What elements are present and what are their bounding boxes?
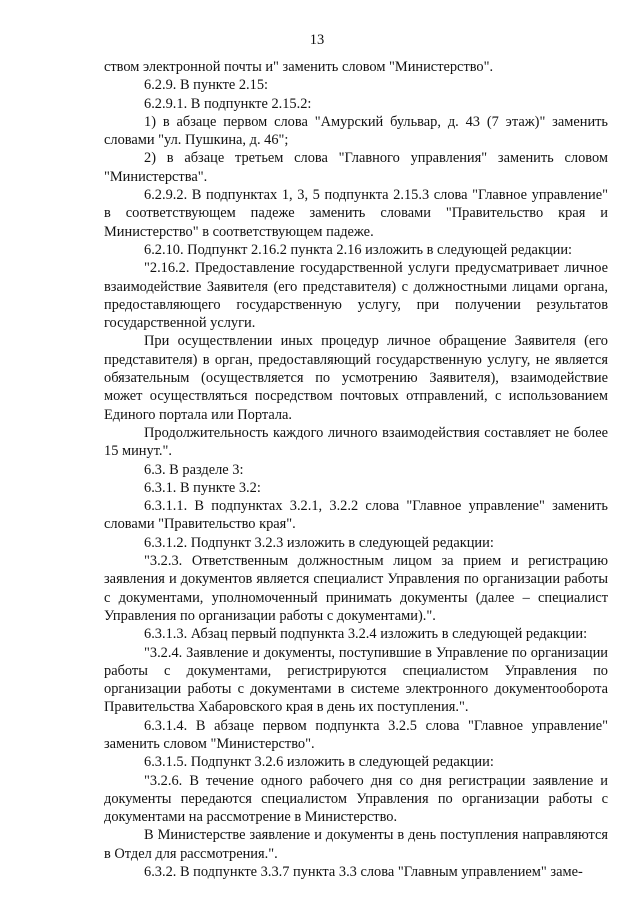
paragraph: 6.3. В разделе 3: [144,461,244,478]
paragraph: 6.2.10. Подпункт 2.16.2 пункта 2.16 изложить в следующей редакции: [144,241,573,258]
page-number: 13 [309,32,325,48]
paragraph: 6.2.9. В пункте 2.15: [144,77,269,94]
paragraph: 6.3.2. В подпункте 3.3.7 пункта 3.3 слова "Главным управлением" заме- [144,864,583,881]
paragraph: 6.2.9.2. В подпунктах 1, 3, 5 подпункта 2.15.3 слова "Главное управление" в соответствующем падеже заменить словами "Правительство края и Министерство" в соответствующем падеже. [104,187,608,240]
paragraph: Продолжительность каждого личного взаимодействия составляет не более 15 минут.". [104,424,608,460]
document-body [104,58,608,881]
paragraph: 6.3.1. В пункте 3.2: [144,479,261,496]
paragraph: "2.16.2. Предоставление государственной услуги предусматривает личное взаимодействие Заявителя (его представителя) с должностными лицами органа, предоставляющего государственную услугу, при получении результатов государственной услуги. [104,260,608,332]
paragraph: 6.2.9.1. В подпункте 2.15.2: [144,95,312,112]
paragraph: "3.2.3. Ответственным должностным лицом за прием и регистрацию заявления и документов является специалист Управления по организации работы с документами, уполномоченный принимать документы (далее – специалист Управления по организации работы с документами).". [104,553,608,624]
paragraph: В Министерстве заявление и документы в день поступления направляются в Отдел для рассмотрения.". [104,827,608,862]
paragraph: "3.2.6. В течение одного рабочего дня со дня регистрации заявление и документы передаются специалистом Управления по организации работы с документами на рассмотрение в Министерство. [104,772,608,826]
paragraph: ством электронной почты и" заменить словом "Министерство". [104,59,494,75]
paragraph: 6.3.1.3. Абзац первый подпункта 3.2.4 изложить в следующей редакции: [144,626,588,643]
paragraph: 2) в абзаце третьем слова "Главного управления" заменить словом "Министерства". [104,150,608,185]
paragraph: "3.2.4. Заявление и документы, поступившие в Управление по организации работы с документами, регистрируются специалистом Управления по организации работы с документами в системе электронного документооборота Правительства Хабаровского края в день их поступления.". [104,644,608,716]
paragraph: 6.3.1.1. В подпунктах 3.2.1, 3.2.2 слова "Главное управление" заменить словами "Правительство края". [104,498,608,533]
paragraph: 6.3.1.4. В абзаце первом подпункта 3.2.5 слова "Главное управление" заменить словом "Министерство". [104,717,608,752]
paragraph: 6.3.1.2. Подпункт 3.2.3 изложить в следующей редакции: [144,534,494,551]
paragraph: При осуществлении иных процедур личное обращение Заявителя (его представителя) в орган, предоставляющий государственную услугу, не является обязательным (осуществляется по усмотрению Заявителя), взаимодействие может осуществляться посредством почтовых отправлений, с использованием Единого портала или Портала. [104,333,608,423]
paragraph: 1) в абзаце первом слова "Амурский бульвар, д. 43 (7 этаж)" заменить словами "ул. Пушкина, д. 46"; [104,113,608,149]
paragraph: 6.3.1.5. Подпункт 3.2.6 изложить в следующей редакции: [144,754,494,771]
